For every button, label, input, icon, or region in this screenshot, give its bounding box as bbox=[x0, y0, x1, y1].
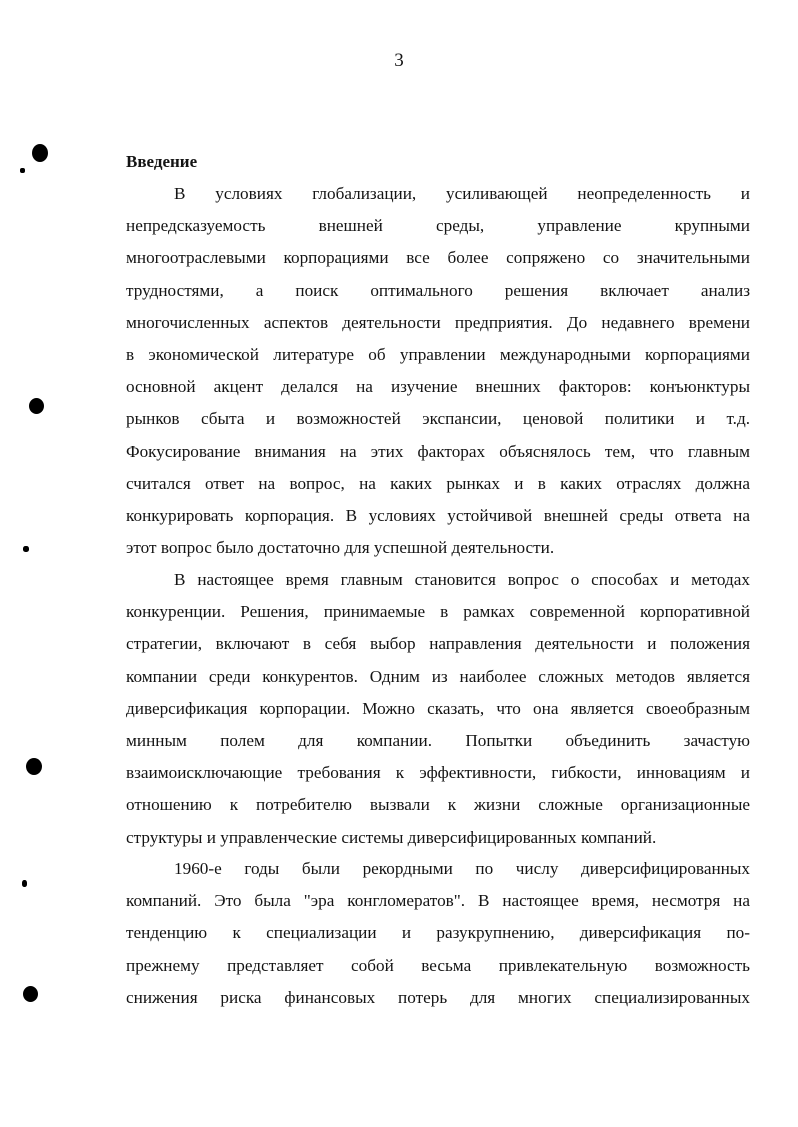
text-line: компании среди конкурентов. Одним из наиболее сложных методов является bbox=[126, 666, 750, 686]
text-line: многоотраслевыми корпорациями все более сопряжено со значительными bbox=[126, 248, 750, 268]
text-line: многочисленных аспектов деятельности предприятия. До недавнего времени bbox=[126, 312, 750, 332]
paragraph-2 bbox=[126, 564, 750, 854]
text-line: диверсификация корпорации. Можно сказать, что она является своеобразным bbox=[126, 698, 750, 718]
text-line: считался ответ на вопрос, на каких рынках и в каких отраслях должна bbox=[126, 473, 750, 493]
text-line: конкурировать корпорация. В условиях устойчивой внешней среды ответа на bbox=[126, 505, 750, 525]
paragraph-1 bbox=[126, 178, 750, 564]
scan-speck-artifact bbox=[23, 546, 29, 552]
text-line: основной акцент делался на изучение внешних факторов: конъюнктуры bbox=[126, 377, 750, 397]
page-number: 3 bbox=[394, 50, 404, 71]
text-line: этот вопрос было достаточно для успешной деятельности. bbox=[126, 538, 555, 558]
text-line: снижения риска финансовых потерь для многих специализированных bbox=[126, 987, 750, 1007]
text-line: 1960-е годы были рекордными по числу диверсифицированных bbox=[174, 859, 750, 878]
scan-speck-artifact bbox=[22, 880, 27, 887]
text-line: непредсказуемость внешней среды, управление крупными bbox=[126, 216, 750, 236]
text-line: прежнему представляет собой весьма привлекательную возможность bbox=[126, 955, 750, 975]
text-line: в экономической литературе об управлении международными корпорациями bbox=[126, 344, 750, 364]
text-line: конкуренции. Решения, принимаемые в рамках современной корпоративной bbox=[126, 602, 750, 622]
punch-hole-artifact bbox=[23, 986, 38, 1002]
text-line: тенденцию к специализации и разукрупнению, диверсификация по- bbox=[126, 923, 750, 943]
text-line: отношению к потребителю вызвали к жизни сложные организационные bbox=[126, 795, 750, 815]
text-line: стратегии, включают в себя выбор направления деятельности и положения bbox=[126, 634, 750, 654]
text-line: компаний. Это была "эра конгломератов". В настоящее время, несмотря на bbox=[126, 891, 750, 911]
text-line: Фокусирование внимания на этих факторах объяснялось тем, что главным bbox=[126, 441, 750, 461]
paragraph-3 bbox=[126, 853, 750, 1014]
punch-hole-artifact bbox=[29, 398, 44, 414]
punch-hole-artifact bbox=[26, 758, 42, 775]
text-line: рынков сбыта и возможностей экспансии, ценовой политики и т.д. bbox=[126, 409, 750, 429]
text-line: структуры и управленческие системы диверсифицированных компаний. bbox=[126, 827, 657, 847]
text-line: минным полем для компании. Попытки объединить зачастую bbox=[126, 730, 750, 750]
scan-speck-artifact bbox=[20, 168, 25, 173]
text-line: В условиях глобализации, усиливающей неопределенность и bbox=[174, 184, 750, 203]
section-heading: Введение bbox=[126, 152, 198, 171]
punch-hole-artifact bbox=[32, 144, 48, 162]
text-line: В настоящее время главным становится вопрос о способах и методах bbox=[174, 570, 750, 589]
text-line: взаимоисключающие требования к эффективности, гибкости, инновациям и bbox=[126, 763, 750, 783]
text-line: трудностями, а поиск оптимального решения включает анализ bbox=[126, 280, 750, 300]
